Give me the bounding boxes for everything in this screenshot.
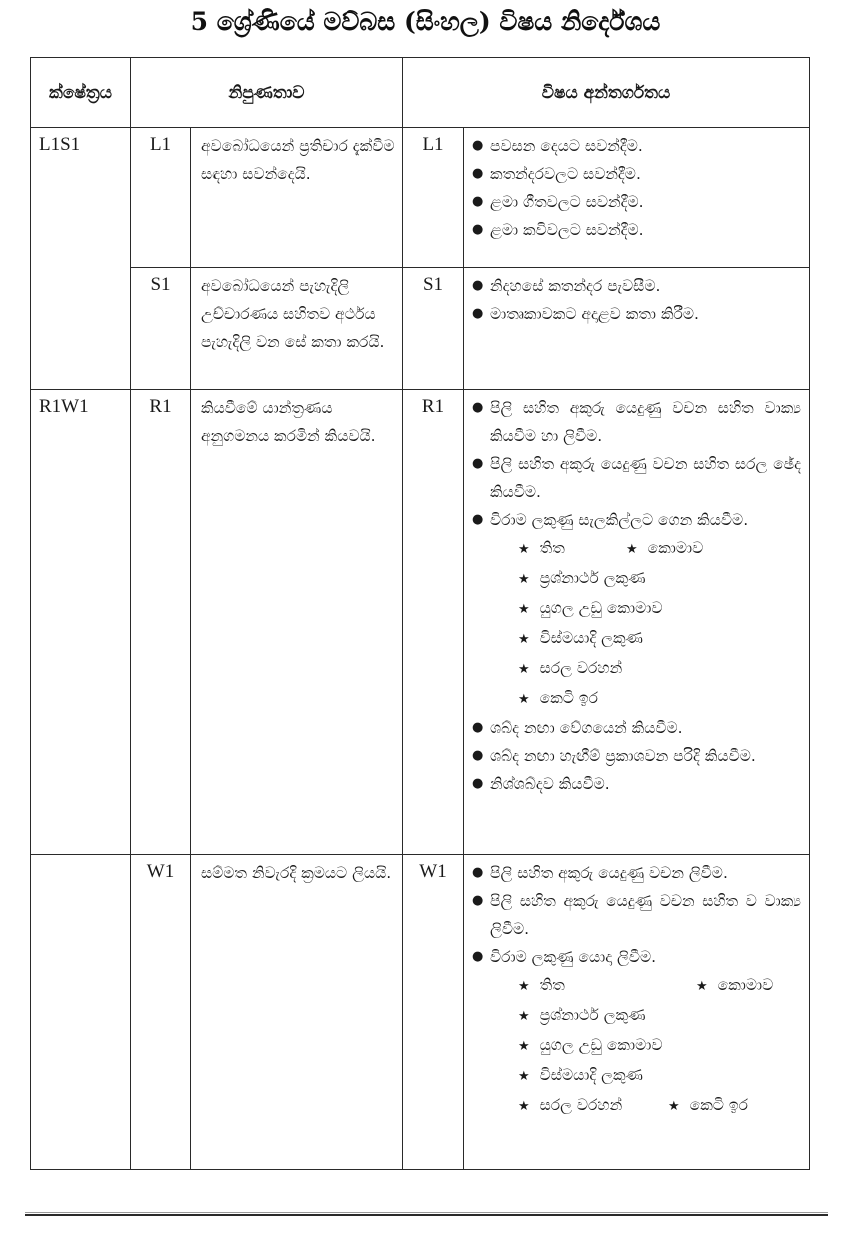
star-item: තිත xyxy=(539,539,565,557)
star-item-text: ප්‍රශ්නාර්ථ ලකුණ xyxy=(539,569,646,587)
page-title: 5 ශ්‍රේණියේ මව්බස (සිංහල) විෂය නිර්දේශය xyxy=(190,7,661,36)
list-item: ● ළමා ගීතවලට සවන්දීම. xyxy=(470,188,801,216)
competency-code: L1 xyxy=(131,128,191,268)
list-item: ● නිදහසේ කතන්දර පැවසීම. xyxy=(470,272,801,300)
star-item: කොමාව xyxy=(647,539,704,557)
header-area: ක්ෂේත්‍රය xyxy=(31,58,131,128)
list-item: ● නිශ්ශබ්දව කියවීම. xyxy=(470,770,801,798)
content-code: S1 xyxy=(403,268,464,390)
area-cell: L1S1 xyxy=(31,128,131,390)
footer-divider xyxy=(25,1212,828,1216)
content-code: R1 xyxy=(403,390,464,855)
list-item: ● පිලි සහිත අකුරු යෙදුණු වචන සහිත වාක්‍ය කියවීම හා ලිවීම. xyxy=(470,394,801,450)
star-item-text: විස්මයාදි ලකුණ xyxy=(539,629,643,647)
star-icon: ★ xyxy=(518,602,530,617)
list-item: ● පිලි සහිත අකුරු යෙදුණු වචන සහිත ව වාක්‍ය ලිවීම. xyxy=(470,887,801,943)
star-item: කෙටි ඉර xyxy=(689,1096,748,1114)
star-item-pair xyxy=(518,1091,801,1121)
star-item-text: ප්‍රශ්නාර්ථ ලකුණ xyxy=(539,1006,646,1024)
star-item xyxy=(518,594,801,624)
list-item: ● පිලි සහිත අකුරු යෙදුණු වචන ලිවීම. xyxy=(470,859,801,887)
star-icon: ★ xyxy=(518,662,530,677)
star-item: කොමාව xyxy=(717,976,774,994)
star-item-pair xyxy=(518,971,801,1001)
header-row xyxy=(31,58,810,128)
star-item-text: යුගල උඩු කොමාව xyxy=(539,599,663,617)
list-item: ● පිලි සහිත අකුරු යෙදුණු වචන සහිත සරල ඡේද කියවීම. xyxy=(470,450,801,506)
star-item xyxy=(518,1061,801,1091)
star-item xyxy=(518,654,801,684)
star-item-text: යුගල උඩු කොමාව xyxy=(539,1036,663,1054)
star-icon: ★ xyxy=(626,542,638,557)
content-code: L1 xyxy=(403,128,464,268)
star-item-text: සරල වරහන් xyxy=(539,659,623,677)
star-item xyxy=(518,684,801,714)
star-item xyxy=(518,624,801,654)
star-icon: ★ xyxy=(518,1069,530,1084)
star-item xyxy=(518,564,801,594)
star-item-text: කෙටි ඉර xyxy=(539,689,598,707)
star-icon: ★ xyxy=(518,632,530,647)
table-row xyxy=(31,268,810,390)
content-cell xyxy=(464,855,810,1170)
area-cell xyxy=(31,855,131,1170)
table-row xyxy=(31,390,810,855)
content-cell xyxy=(464,268,810,390)
list-item: ● ළමා කවිවලට සවන්දීම. xyxy=(470,216,801,244)
star-icon: ★ xyxy=(518,1099,530,1114)
star-icon: ★ xyxy=(518,542,530,557)
content-cell xyxy=(464,128,810,268)
competency-text: කියවීමේ යාන්ත්‍රණය අනුගමනය කරමින් කියවයි. xyxy=(191,390,403,855)
punctuation-marks-list xyxy=(470,534,801,714)
competency-text: අවබෝධයෙන් පැහැදිලි උච්චාරණය සහිතව අර්ථය පැහැදිලි වන සේ කතා කරයි. xyxy=(191,268,403,390)
list-item: ● විරාම ලකුණු සැලකිල්ලට ගෙන කියවීම. xyxy=(470,506,801,534)
header-content: විෂය අන්තර්ගතය xyxy=(403,58,810,128)
star-item xyxy=(518,1031,801,1061)
star-icon: ★ xyxy=(518,572,530,587)
star-icon: ★ xyxy=(668,1099,680,1114)
table-row xyxy=(31,128,810,268)
content-code: W1 xyxy=(403,855,464,1170)
header-competency: නිපුණතාව xyxy=(131,58,403,128)
star-item: තිත xyxy=(539,976,565,994)
list-item: ● පවසන දෙයට සවන්දීම. xyxy=(470,132,801,160)
punctuation-marks-list xyxy=(470,971,801,1121)
table-row xyxy=(31,855,810,1170)
star-item xyxy=(518,1001,801,1031)
star-item-text: විස්මයාදි ලකුණ xyxy=(539,1066,643,1084)
star-icon: ★ xyxy=(518,1009,530,1024)
competency-code: R1 xyxy=(131,390,191,855)
content-cell xyxy=(464,390,810,855)
star-icon: ★ xyxy=(518,692,530,707)
list-item: ● විරාම ලකුණු යොදා ලිවීම. xyxy=(470,943,801,971)
competency-code: W1 xyxy=(131,855,191,1170)
area-cell: R1W1 xyxy=(31,390,131,855)
list-item: ● මාතෘකාවකට අදාළව කතා කිරීම. xyxy=(470,300,801,328)
star-icon: ★ xyxy=(696,979,708,994)
competency-code: S1 xyxy=(131,268,191,390)
star-item-pair xyxy=(518,534,801,564)
syllabus-table xyxy=(30,57,810,1170)
star-icon: ★ xyxy=(518,979,530,994)
star-item: සරල වරහන් xyxy=(539,1096,623,1114)
competency-text: අවබෝධයෙන් ප්‍රතිචාර දැක්වීම සඳහා සවන්දෙයි. xyxy=(191,128,403,268)
list-item: ● ශබ්ද නඟා වේගයෙන් කියවීම. xyxy=(470,714,801,742)
list-item: ● ශබ්ද නඟා හැඟීම් ප්‍රකාශවන පරිදි කියවීම. xyxy=(470,742,801,770)
list-item: ● කතන්දරවලට සවන්දීම. xyxy=(470,160,801,188)
star-icon: ★ xyxy=(518,1039,530,1054)
competency-text: සම්මත නිවැරදි ක්‍රමයට ලියයි. xyxy=(191,855,403,1170)
